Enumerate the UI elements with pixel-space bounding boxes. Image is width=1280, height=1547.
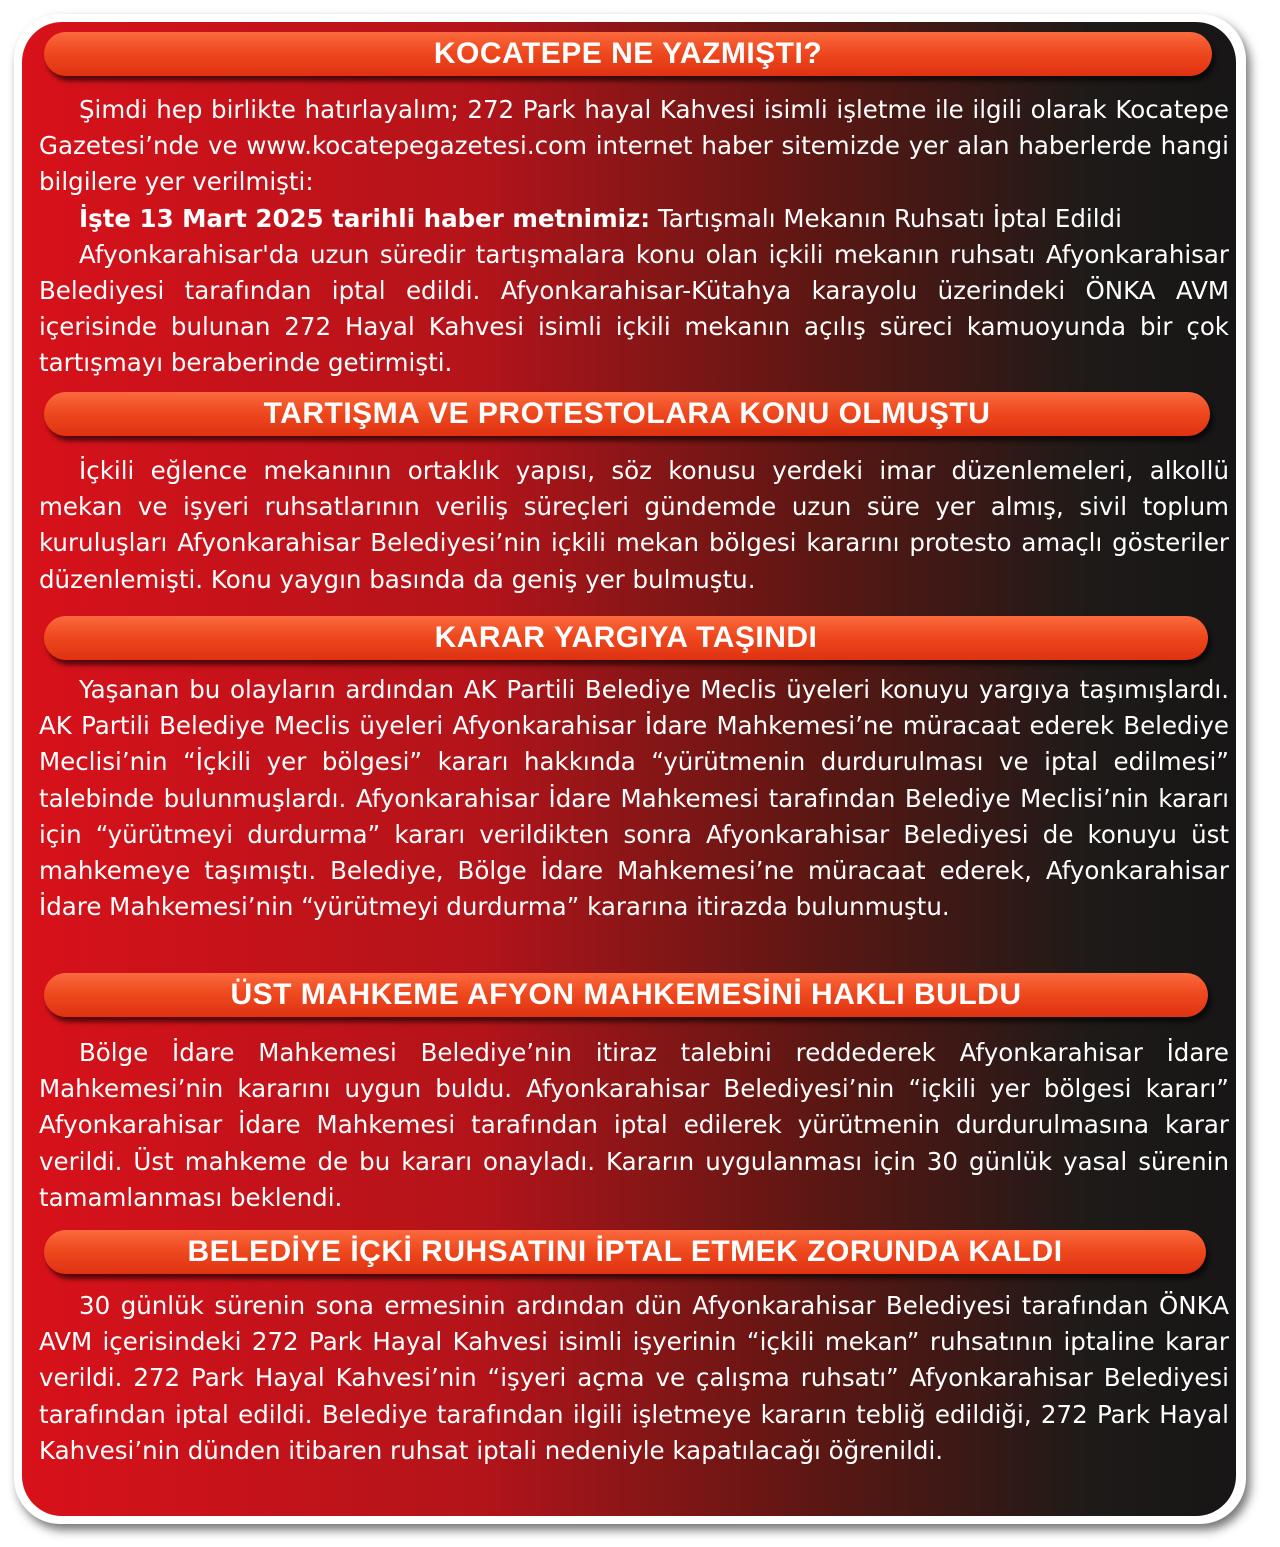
section-heading-ust-mahkeme: ÜST MAHKEME AFYON MAHKEMESİNİ HAKLI BULDU (44, 973, 1208, 1017)
lead-label: İşte 13 Mart 2025 tarihli haber metnimiz: (79, 203, 651, 233)
section-heading-karar: KARAR YARGIYA TAŞINDI (44, 616, 1208, 660)
section-body-tartisma (39, 453, 1229, 598)
lead-paragraph (39, 201, 1229, 237)
paragraph: İçkili eğlence mekanının ortaklık yapısı, söz konusu yerdeki imar düzenlemeleri, alkollü mekan ve işyeri ruhsatlarının veriliş süreçleri gündemde uzun süre yer almış, sivil toplum kuruluşları Afyonkarahisar Belediyesi’nin içkili mekan bölgesi kararını protesto amaçlı gösteriler düzenlemişti. Konu yaygın basında da geniş yer bulmuştu. (39, 456, 1229, 594)
paragraph: Afyonkarahisar'da uzun süredir tartışmalara konu olan içkili mekanın ruhsatı Afyonkarahisar Belediyesi tarafından iptal edildi. Afyonkarahisar-Kütahya karayolu üzerindeki ÖNKA AVM içerisinde bulunan 272 Hayal Kahvesi isimli içkili mekanın açılış süreci kamuoyunda bir çok tartışmayı beraberinde getirmişti. (39, 239, 1229, 378)
article-panel (22, 22, 1236, 1516)
section-body-belediye (39, 1288, 1229, 1469)
paragraph: Şimdi hep birlikte hatırlayalım; 272 Park hayal Kahvesi isimli işletme ile ilgili olarak Kocatepe Gazetesi’nde ve www.kocatepegazetesi.com internet haber sitemizde yer alan haberlerde hangi bilgilere yer verilmişti: (39, 95, 1229, 197)
section-body-karar (39, 672, 1229, 925)
section-heading-kocatepe: KOCATEPE NE YAZMIŞTI? (44, 32, 1212, 76)
section-heading-belediye: BELEDİYE İÇKİ RUHSATINI İPTAL ETMEK ZORUNDA KALDI (44, 1230, 1206, 1274)
paragraph: Bölge İdare Mahkemesi Belediye’nin itiraz talebini reddederek Afyonkarahisar İdare Mahkemesi’nin kararını uygun buldu. Afyonkarahisar Belediyesi’nin “içkili yer bölgesi kararı” Afyonkarahisar İdare Mahkemesi tarafından iptal edilerek yürütmenin durdurulmasına karar verildi. Üst mahkeme de bu kararı onayladı. Kararın uygulanması için 30 günlük yasal sürenin tamamlanması beklendi. (39, 1038, 1229, 1212)
section-body-kocatepe (39, 92, 1229, 382)
paragraph: 30 günlük sürenin sona ermesinin ardından dün Afyonkarahisar Belediyesi tarafından ÖNKA AVM içerisindeki 272 Park Hayal Kahvesi isimli işyerinin “içkili mekan” ruhsatının iptaline karar verildi. 272 Park Hayal Kahvesi’nin “işyeri açma ve çalışma ruhsatı” Afyonkarahisar Belediyesi tarafından iptal edildi. Belediye tarafından ilgili işletmeye kararın tebliğ edildiği, 272 Park Hayal Kahvesi’nin dünden itibaren ruhsat iptali nedeniyle kapatılacağı öğrenildi. (39, 1291, 1229, 1465)
paragraph: Yaşanan bu olayların ardından AK Partili Belediye Meclis üyeleri konuyu yargıya taşımışlardı. AK Partili Belediye Meclis üyeleri Afyonkarahisar İdare Mahkemesi’ne müracaat ederek Belediye Meclisi’nin “İçkili yer bölgesi” kararı hakkında “yürütmenin durdurulması ve iptal edilmesi” talebinde bulunmuşlardı. Afyonkarahisar İdare Mahkemesi tarafından Belediye Meclisi’nin kararı için “yürütmeyi durdurma” kararı verildikten sonra Afyonkarahisar Belediyesi de konuyu üst mahkemeye taşımıştı. Belediye, Bölge İdare Mahkemesi’ne müracaat ederek, Afyonkarahisar İdare Mahkemesi’nin “yürütmeyi durdurma” kararına itirazda bulunmuştu. (39, 675, 1229, 922)
lead-text: Tartışmalı Mekanın Ruhsatı İptal Edildi (657, 203, 1122, 233)
section-body-ust-mahkeme (39, 1035, 1229, 1216)
section-heading-tartisma: TARTIŞMA VE PROTESTOLARA KONU OLMUŞTU (44, 392, 1210, 436)
